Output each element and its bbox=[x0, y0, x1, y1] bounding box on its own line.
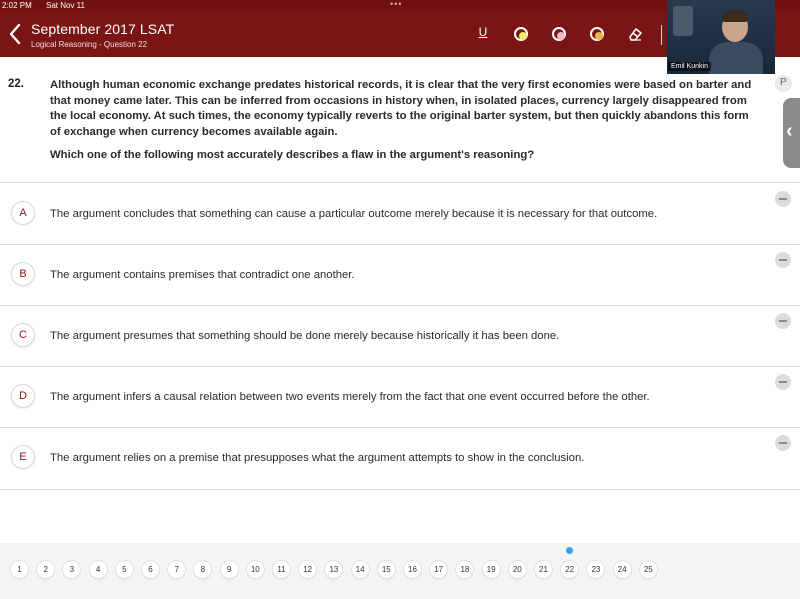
question-nav-button-18[interactable]: 18 bbox=[455, 560, 474, 579]
answer-choice-d[interactable] bbox=[0, 367, 800, 428]
question-nav-button-19[interactable]: 19 bbox=[482, 560, 501, 579]
status-time: 2:02 PM bbox=[2, 1, 32, 10]
header-divider bbox=[661, 25, 662, 45]
status-date: Sat Nov 11 bbox=[46, 1, 85, 10]
participant-name: Emil Kunkin bbox=[668, 62, 711, 71]
question-nav-button-10[interactable]: 10 bbox=[246, 560, 265, 579]
question-nav-button-8[interactable]: 8 bbox=[193, 560, 212, 579]
question-nav-button-9[interactable]: 9 bbox=[220, 560, 239, 579]
eraser-icon[interactable] bbox=[627, 26, 643, 42]
question-nav-button-7[interactable]: 7 bbox=[167, 560, 186, 579]
choice-letter: C bbox=[11, 323, 35, 347]
question-navigation bbox=[0, 543, 800, 599]
highlight-orange-swatch bbox=[595, 32, 603, 40]
question-nav-button-25[interactable]: 25 bbox=[639, 560, 658, 579]
question-nav-button-2[interactable]: 2 bbox=[36, 560, 55, 579]
multitasking-dots[interactable]: ••• bbox=[390, 0, 403, 9]
question-nav-button-12[interactable]: 12 bbox=[298, 560, 317, 579]
question-stem[interactable]: Which one of the following most accurately describes a flaw in the argument's reasoning? bbox=[50, 149, 535, 161]
question-nav-button-11[interactable]: 11 bbox=[272, 560, 291, 579]
question-nav-button-24[interactable]: 24 bbox=[613, 560, 632, 579]
eliminate-choice-b-button[interactable] bbox=[775, 252, 791, 268]
divider bbox=[0, 489, 800, 490]
question-number: 22. bbox=[8, 78, 24, 90]
choice-text: The argument relies on a premise that presupposes what the argument attempts to show in the conclusion. bbox=[50, 452, 585, 464]
choice-letter: E bbox=[11, 445, 35, 469]
answer-choice-c[interactable] bbox=[0, 306, 800, 367]
choice-text: The argument contains premises that contradict one another. bbox=[50, 269, 355, 281]
question-nav-button-15[interactable]: 15 bbox=[377, 560, 396, 579]
current-question-indicator bbox=[566, 547, 573, 554]
choice-letter: B bbox=[11, 262, 35, 286]
eliminate-choice-e-button[interactable] bbox=[775, 435, 791, 451]
side-panel-toggle[interactable] bbox=[783, 98, 800, 168]
question-nav-button-17[interactable]: 17 bbox=[429, 560, 448, 579]
answer-choice-e[interactable] bbox=[0, 428, 800, 489]
question-nav-button-1[interactable]: 1 bbox=[10, 560, 29, 579]
minus-icon bbox=[779, 320, 787, 322]
question-nav-button-14[interactable]: 14 bbox=[351, 560, 370, 579]
back-icon[interactable] bbox=[8, 23, 22, 45]
question-nav-button-20[interactable]: 20 bbox=[508, 560, 527, 579]
video-background-object bbox=[673, 6, 693, 36]
question-nav-button-6[interactable]: 6 bbox=[141, 560, 160, 579]
eliminate-choice-d-button[interactable] bbox=[775, 374, 791, 390]
page-title: September 2017 LSAT bbox=[31, 21, 175, 37]
minus-icon bbox=[779, 442, 787, 444]
question-nav-button-22[interactable]: 22 bbox=[560, 560, 579, 579]
choice-text: The argument concludes that something can cause a particular outcome merely because it is necessary for that outcome. bbox=[50, 208, 658, 220]
choice-letter: A bbox=[11, 201, 35, 225]
participant-hair bbox=[722, 10, 748, 22]
highlight-pink-button[interactable] bbox=[552, 27, 566, 41]
minus-icon bbox=[779, 259, 787, 261]
highlight-yellow-button[interactable] bbox=[514, 27, 528, 41]
question-nav-button-5[interactable]: 5 bbox=[115, 560, 134, 579]
highlight-pink-swatch bbox=[557, 32, 565, 40]
participant-body bbox=[709, 42, 763, 74]
minus-icon bbox=[779, 198, 787, 200]
answer-choice-b[interactable] bbox=[0, 245, 800, 306]
question-nav-button-23[interactable]: 23 bbox=[586, 560, 605, 579]
choice-text: The argument presumes that something should be done merely because historically it has been done. bbox=[50, 330, 560, 342]
question-nav-button-16[interactable]: 16 bbox=[403, 560, 422, 579]
highlight-orange-button[interactable] bbox=[590, 27, 604, 41]
chevron-left-icon: ‹ bbox=[786, 120, 793, 142]
divider bbox=[0, 182, 800, 183]
flag-question-button[interactable] bbox=[775, 75, 792, 92]
page-subtitle: Logical Reasoning - Question 22 bbox=[31, 40, 148, 49]
question-nav-button-4[interactable]: 4 bbox=[89, 560, 108, 579]
choice-text: The argument infers a causal relation between two events merely from the fact that one event occurred before the other. bbox=[50, 391, 650, 403]
eliminate-choice-c-button[interactable] bbox=[775, 313, 791, 329]
flag-icon: P bbox=[780, 77, 787, 88]
highlight-yellow-swatch bbox=[519, 32, 527, 40]
question-nav-button-13[interactable]: 13 bbox=[324, 560, 343, 579]
answer-choice-a[interactable] bbox=[0, 184, 800, 245]
question-nav-button-21[interactable]: 21 bbox=[534, 560, 553, 579]
question-nav-button-3[interactable]: 3 bbox=[62, 560, 81, 579]
minus-icon bbox=[779, 381, 787, 383]
choice-letter: D bbox=[11, 384, 35, 408]
question-passage[interactable]: Although human economic exchange predates historical records, it is clear that the very first economies were based on barter and that money came later. This can be inferred from occasions in history when, in isolated places, currency largely disappeared from the local economy. At such times, the economy typically reverts to the original barter system, but then quickly abandons this form of exchange when currency becomes available again. bbox=[50, 79, 752, 138]
video-call-overlay[interactable] bbox=[667, 0, 775, 74]
eliminate-choice-a-button[interactable] bbox=[775, 191, 791, 207]
underline-tool-button[interactable]: U bbox=[478, 25, 488, 39]
